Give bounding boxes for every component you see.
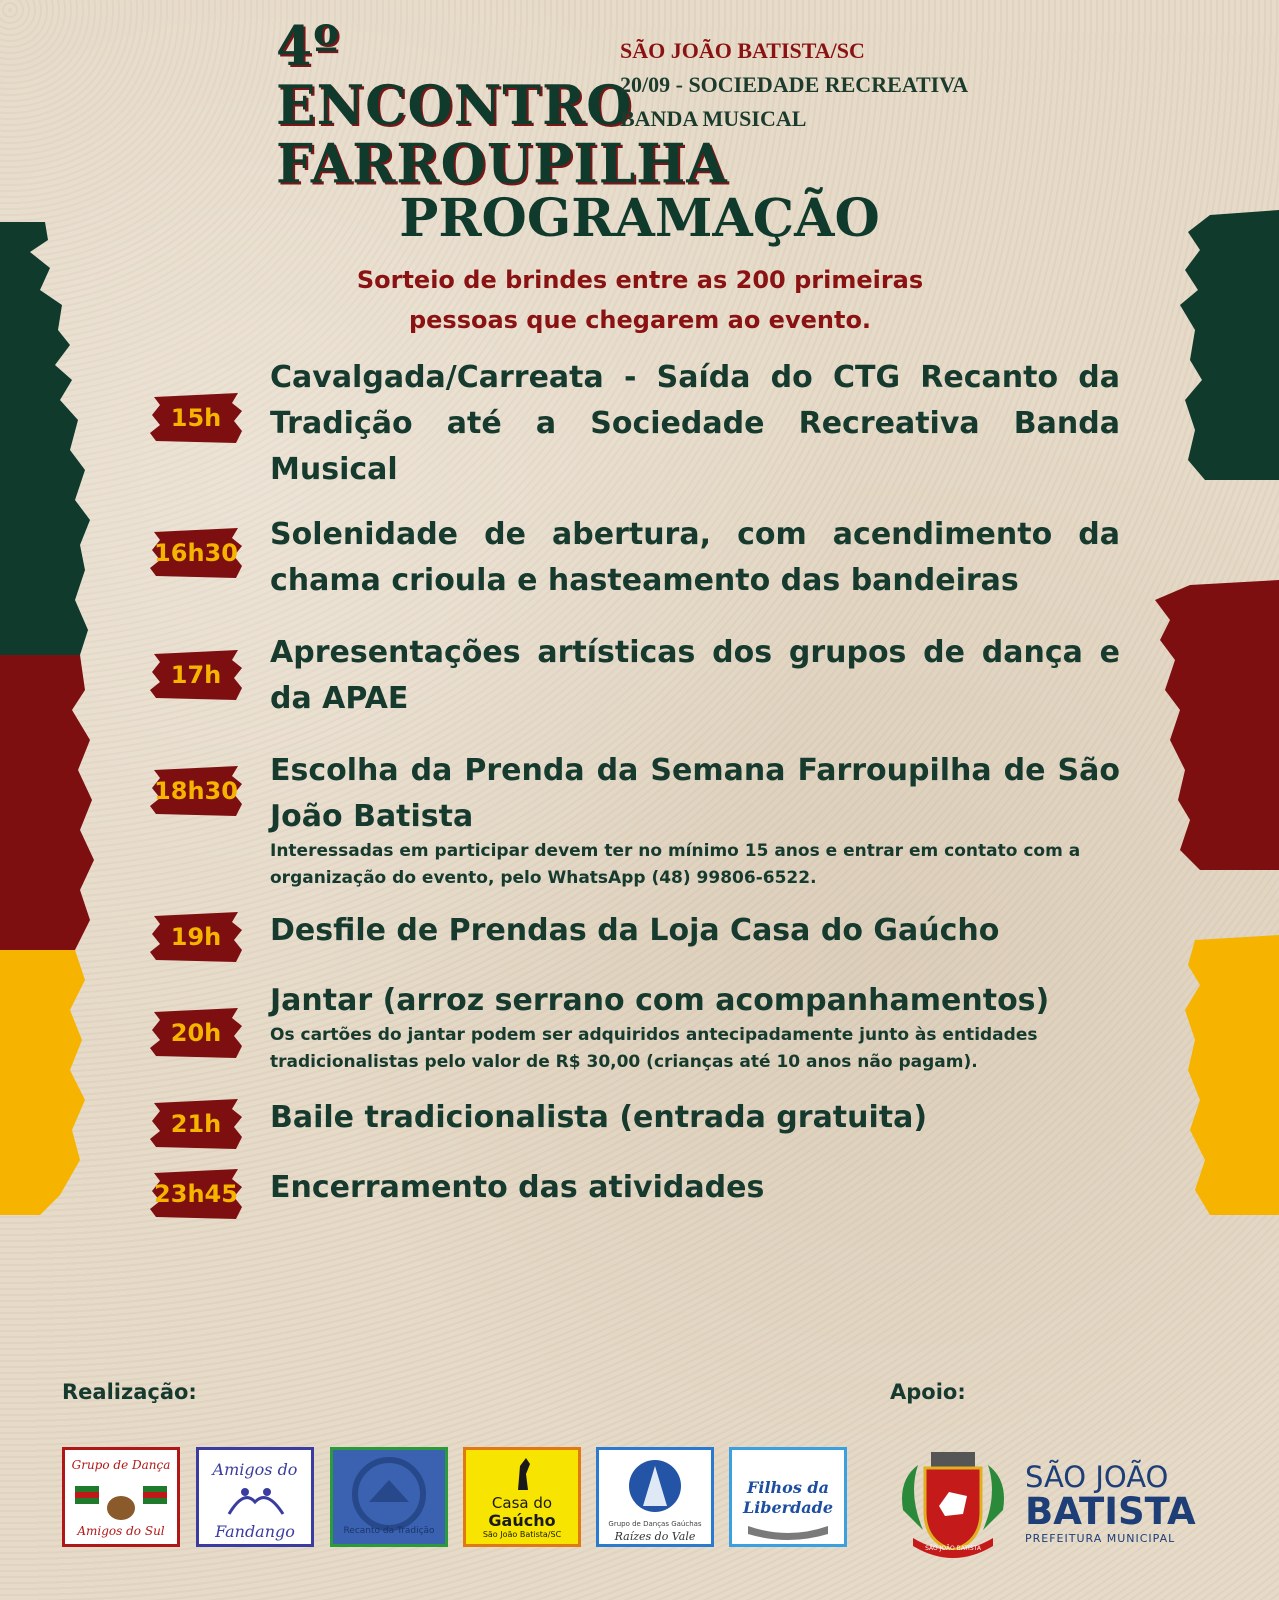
prefeitura-logo (1025, 1462, 1196, 1546)
schedule-text: Encerramento das atividades (270, 1170, 765, 1205)
event-title-line1: 4º ENCONTRO (276, 14, 633, 138)
time-label: 16h30 (154, 539, 238, 567)
raffle-line1: Sorteio de brindes entre as 200 primeiras (356, 266, 924, 294)
logo-recanto-text: Recanto da Tradição (343, 1526, 435, 1536)
time-label: 21h (170, 1110, 222, 1138)
schedule-note: Os cartões do jantar podem ser adquiridos antecipadamente junto às entidades tradicionalistas pelo valor de R$ 30,00 (crianças até 10 anos não pagam). (270, 1025, 1038, 1072)
logo-raizes-text: Raízes do Vale (614, 1530, 696, 1543)
crest-ribbon-text: SÃO JOÃO BATISTA (925, 1545, 981, 1552)
event-date-venue-line1: 20/09 - SOCIEDADE RECREATIVA (620, 72, 969, 97)
realizacao-label: Realização: (62, 1380, 197, 1404)
logo-raizes-do-vale (596, 1447, 714, 1547)
time-label: 23h45 (154, 1180, 238, 1208)
dancers-icon (199, 1484, 311, 1520)
horse-icon (466, 1454, 578, 1494)
prefeitura-line2: BATISTA (1025, 1490, 1196, 1533)
logo-filhos-da-liberdade (729, 1447, 847, 1547)
event-city: SÃO JOÃO BATISTA/SC (620, 38, 865, 63)
raffle-line2: pessoas que chegarem ao evento. (408, 306, 872, 334)
apoio-label: Apoio: (890, 1380, 966, 1404)
flags-pot-icon (65, 1476, 177, 1526)
time-badge (150, 910, 242, 964)
schedule-text: Solenidade de abertura, com acendimento da chama crioula e hasteamento das bandeiras (270, 517, 1120, 598)
prefeitura-line1: SÃO JOÃO (1025, 1460, 1169, 1494)
time-badge (150, 1167, 242, 1221)
event-date-venue-line2: BANDA MUSICAL (620, 106, 807, 131)
logo-liberdade-text: Filhos da Liberdade (742, 1478, 834, 1517)
event-title-line2: FARROUPILHA (276, 132, 728, 197)
schedule-text: Jantar (arroz serrano com acompanhamentos) (270, 983, 1050, 1018)
schedule-note: Interessadas em participar devem ter no mínimo 15 anos e entrar em contato com a organização do evento, pelo WhatsApp (48) 99806-6522. (270, 841, 1081, 888)
logo-amigos-do-fandango (196, 1447, 314, 1547)
time-badge (150, 391, 242, 445)
schedule-text: Baile tradicionalista (entrada gratuita) (270, 1100, 928, 1135)
time-label: 18h30 (154, 777, 238, 805)
schedule-text: Cavalgada/Carreata - Saída do CTG Recanto da Tradição até a Sociedade Recreativa Banda Musical (270, 360, 1120, 487)
time-badge (150, 648, 242, 702)
logo-casa-do-gaucho (463, 1447, 581, 1547)
logo-amigos-sul-bottom: Amigos do Sul (77, 1524, 165, 1538)
logo-raizes-small: Grupo de Danças Gaúchas (608, 1520, 702, 1528)
prefeitura-line3: PREFEITURA MUNICIPAL (1025, 1532, 1176, 1545)
time-badge (150, 1006, 242, 1060)
event-info (620, 34, 1040, 136)
program-title: PROGRAMAÇÃO (399, 188, 880, 249)
time-badge (150, 1097, 242, 1151)
time-badge (150, 764, 242, 818)
logo-fandango-top: Amigos do (212, 1460, 298, 1479)
logo-casa-line2: Gaúcho (488, 1511, 556, 1530)
time-label: 17h (170, 661, 222, 689)
logo-amigos-sul-top: Grupo de Dança (71, 1458, 171, 1472)
schedule-text: Apresentações artísticas dos grupos de dança e da APAE (270, 635, 1120, 716)
raffle-notice (250, 260, 1030, 340)
raizes-emblem-icon (599, 1456, 711, 1520)
logo-fandango-bottom: Fandango (215, 1522, 295, 1541)
time-label: 20h (170, 1019, 222, 1047)
time-label: 15h (170, 404, 222, 432)
time-label: 19h (170, 923, 222, 951)
prefeitura-crest-icon (893, 1450, 1013, 1560)
schedule-text: Escolha da Prenda da Semana Farroupilha de São João Batista (270, 753, 1120, 834)
liberdade-ribbon-icon (732, 1522, 844, 1542)
logo-casa-line3: São João Batista/SC (482, 1530, 562, 1539)
logo-amigos-do-sul (62, 1447, 180, 1547)
logo-casa-line1: Casa do (491, 1494, 553, 1512)
schedule-text: Desfile de Prendas da Loja Casa do Gaúcho (270, 913, 1000, 948)
logo-recanto-da-tradicao (330, 1447, 448, 1547)
time-badge (150, 526, 242, 580)
